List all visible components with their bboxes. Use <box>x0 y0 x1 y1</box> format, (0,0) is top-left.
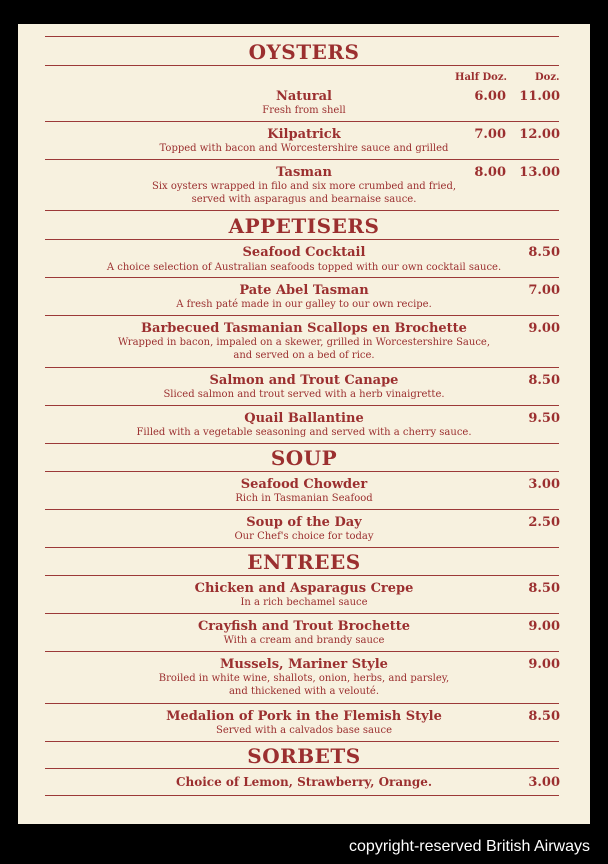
menu-item-description: served with asparagus and bearnaise sauce. <box>191 194 417 205</box>
menu-item-name: Kilpatrick <box>267 127 341 142</box>
menu-item-description: Rich in Tasmanian Seafood <box>235 493 373 504</box>
section-heading-appetisers: APPETISERS <box>228 214 380 238</box>
divider <box>45 575 559 576</box>
section-heading-entrees: ENTREES <box>247 550 361 574</box>
divider <box>45 277 559 278</box>
divider <box>45 65 559 66</box>
divider <box>45 795 559 796</box>
menu-item-name: Quail Ballantine <box>244 411 364 426</box>
menu-item-name: Salmon and Trout Canape <box>209 373 399 388</box>
menu-item-description: In a rich bechamel sauce <box>240 597 368 608</box>
divider <box>45 741 559 742</box>
price: 8.50 <box>528 373 560 388</box>
price: 9.00 <box>528 619 560 634</box>
divider <box>45 703 559 704</box>
menu-item-description: A choice selection of Australian seafoods topped with our own cocktail sauce. <box>106 262 502 273</box>
price: 8.50 <box>528 245 560 260</box>
menu-item-name: Choice of Lemon, Strawberry, Orange. <box>175 775 433 789</box>
price: 9.00 <box>528 657 560 672</box>
menu-item-name: Medalion of Pork in the Flemish Style <box>166 709 442 724</box>
price-half-dozen: 8.00 <box>474 165 506 180</box>
price: 2.50 <box>528 515 560 530</box>
menu-item-name: Pate Abel Tasman <box>239 283 369 298</box>
divider <box>45 509 559 510</box>
divider <box>45 239 559 240</box>
menu-item-name: Mussels, Mariner Style <box>220 657 388 672</box>
divider <box>45 405 559 406</box>
price: 3.00 <box>528 775 560 790</box>
section-heading-oysters: OYSTERS <box>248 40 360 64</box>
price-dozen: 13.00 <box>519 165 560 180</box>
copyright-notice: copyright-reserved British Airways <box>349 838 590 855</box>
menu-item-description: Broiled in white wine, shallots, onion, herbs, and parsley, <box>158 673 450 684</box>
menu-item-name: Tasman <box>276 165 332 180</box>
divider <box>45 315 559 316</box>
divider <box>45 121 559 122</box>
price-half-dozen: 7.00 <box>474 127 506 142</box>
divider <box>45 651 559 652</box>
divider <box>45 36 559 37</box>
menu-item-description: Wrapped in bacon, impaled on a skewer, grilled in Worcestershire Sauce, <box>117 337 491 348</box>
menu-item-description: Sliced salmon and trout served with a herb vinaigrette. <box>163 389 445 400</box>
section-heading-soup: SOUP <box>270 446 338 470</box>
menu-item-name: Barbecued Tasmanian Scallops en Brochette <box>141 321 467 336</box>
price: 8.50 <box>528 709 560 724</box>
menu-item-description: Filled with a vegetable seasoning and served with a cherry sauce. <box>136 427 472 438</box>
divider <box>45 768 559 769</box>
menu-item-name: Natural <box>276 89 332 104</box>
menu-item-name: Soup of the Day <box>246 515 362 530</box>
menu-item-description: A fresh paté made in our galley to our own recipe. <box>176 299 432 310</box>
menu-item-description: and thickened with a velouté. <box>228 686 380 697</box>
menu-item-name: Seafood Cocktail <box>242 245 366 260</box>
price: 8.50 <box>528 581 560 596</box>
menu-item-name: Seafood Chowder <box>240 477 368 492</box>
price: 9.50 <box>528 411 560 426</box>
price: 9.00 <box>528 321 560 336</box>
menu-item-name: Chicken and Asparagus Crepe <box>194 581 414 596</box>
divider <box>45 443 559 444</box>
section-heading-sorbets: SORBETS <box>247 744 361 768</box>
column-header-half-dozen: Half Doz. <box>455 72 508 83</box>
column-header-dozen: Doz. <box>535 72 560 83</box>
price-half-dozen: 6.00 <box>474 89 506 104</box>
divider <box>45 547 559 548</box>
divider <box>45 210 559 211</box>
price: 3.00 <box>528 477 560 492</box>
divider <box>45 367 559 368</box>
menu-item-description: Served with a calvados base sauce <box>216 725 392 736</box>
menu-item-description: Our Chef's choice for today <box>234 531 374 542</box>
menu-item-name: Crayfish and Trout Brochette <box>197 619 411 634</box>
price-dozen: 11.00 <box>519 89 560 104</box>
menu-item-description: Topped with bacon and Worcestershire sauce and grilled <box>159 143 449 154</box>
menu-item-description: Fresh from shell <box>262 105 346 116</box>
price: 7.00 <box>528 283 560 298</box>
divider <box>45 471 559 472</box>
menu-item-description: and served on a bed of rice. <box>233 350 375 361</box>
divider <box>45 613 559 614</box>
divider <box>45 159 559 160</box>
menu-item-description: Six oysters wrapped in filo and six more crumbed and fried, <box>151 181 457 192</box>
menu-item-description: With a cream and brandy sauce <box>223 635 385 646</box>
price-dozen: 12.00 <box>519 127 560 142</box>
